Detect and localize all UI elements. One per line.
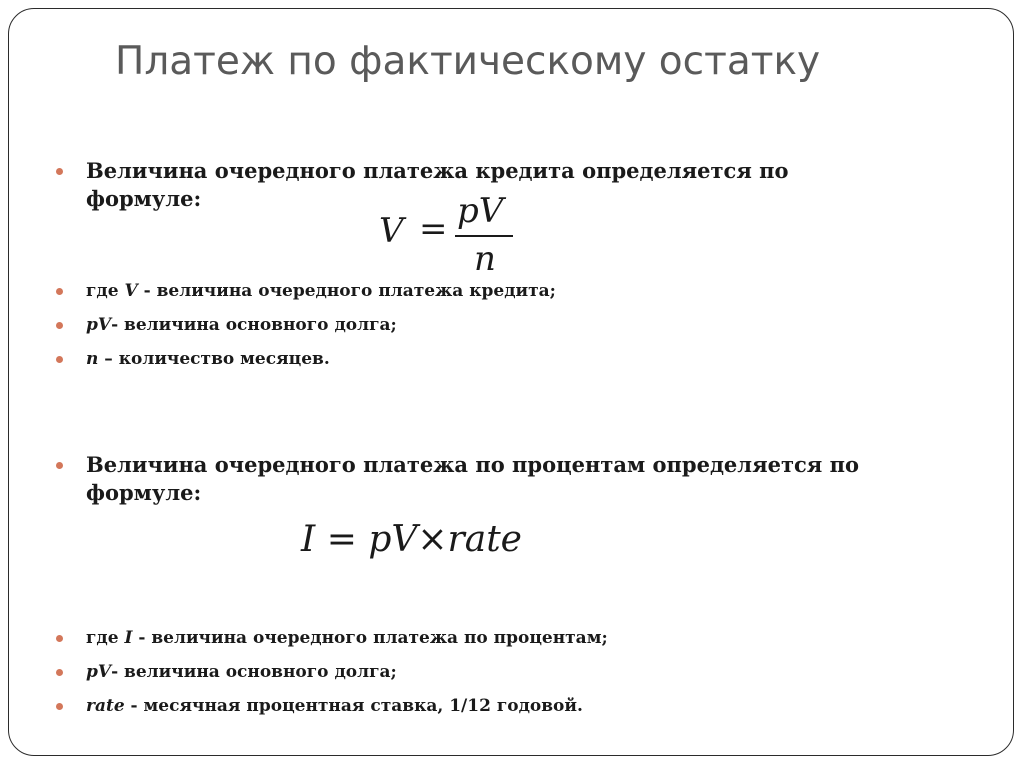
slide-title: Платеж по фактическому остатку <box>115 39 821 84</box>
definition-item <box>56 348 886 370</box>
bullet-text: Величина очередного платежа кредита определяется по формуле: <box>86 158 789 211</box>
formula-equals: = <box>326 519 357 560</box>
formula-lhs: V <box>379 211 404 251</box>
definition-item <box>56 695 886 717</box>
slide <box>8 8 1014 756</box>
formula-interest-payment <box>301 519 522 560</box>
formula-denominator: n <box>474 239 496 279</box>
definition-text: rate - месячная процентная ставка, 1/12 годовой. <box>86 696 583 716</box>
definition-text: pV- величина основного долга; <box>86 315 397 335</box>
definition-text: где I - величина очередного платежа по процентам; <box>86 628 608 648</box>
definition-text: n – количество месяцев. <box>86 349 330 369</box>
bullet-dot-icon <box>56 462 63 469</box>
bullet-dot-icon <box>56 356 63 363</box>
formula-term1: pV <box>368 519 418 560</box>
bullet-dot-icon <box>56 635 63 642</box>
fraction-bar <box>455 235 513 237</box>
bullet-dot-icon <box>56 168 63 175</box>
bullet-dot-icon <box>56 669 63 676</box>
definition-item <box>56 314 886 336</box>
formula-principal-payment <box>379 191 539 279</box>
bullet-dot-icon <box>56 288 63 295</box>
definition-text: где V - величина очередного платежа кредита; <box>86 281 556 301</box>
definition-text: pV- величина основного долга; <box>86 662 397 682</box>
multiply-sign: × <box>417 519 448 560</box>
formula-term2: rate <box>447 519 522 560</box>
bullet-dot-icon <box>56 322 63 329</box>
bullet-formula-intro-2 <box>56 451 886 507</box>
formula-equals: = <box>419 209 448 249</box>
formula-lhs: I <box>301 519 316 560</box>
definition-item <box>56 661 886 683</box>
definition-item <box>56 627 886 649</box>
bullet-dot-icon <box>56 703 63 710</box>
bullet-text: Величина очередного платежа по процентам определяется по формуле: <box>86 452 859 505</box>
formula-numerator: pV <box>457 191 504 231</box>
definition-item <box>56 280 886 302</box>
